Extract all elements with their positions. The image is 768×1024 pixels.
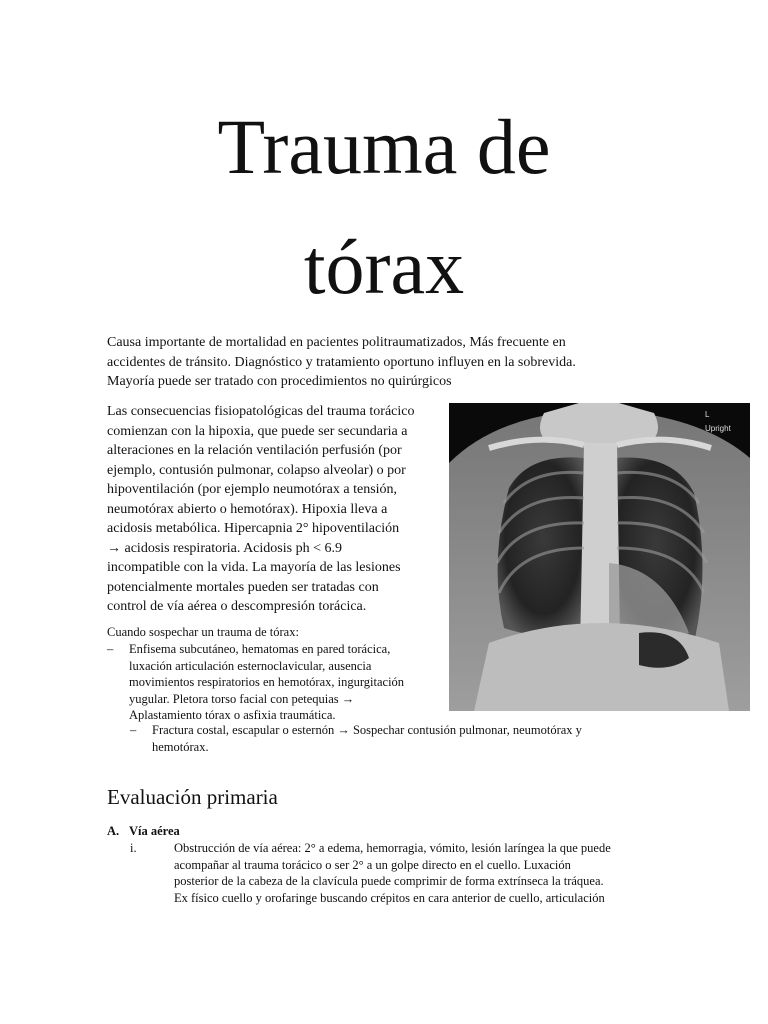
item-i-line: acompañar al trauma torácico o ser 2° a un golpe directo en el cuello. Luxación — [174, 857, 571, 872]
item-i-line: Obstrucción de vía aérea: 2° a edema, hemorragia, vómito, lesión laríngea la que puede — [174, 841, 611, 855]
list-item — [130, 722, 582, 755]
paragraph-line: Las consecuencias fisiopatológicas del trauma torácico — [107, 404, 415, 419]
intro-paragraph — [107, 333, 647, 392]
list-item-line: movimientos respiratorios en hemotórax, ingurgitación — [129, 675, 405, 690]
item-a-heading — [107, 823, 180, 840]
paragraph-line: potencialmente mortales pueden ser tratadas con — [107, 579, 379, 595]
paragraph-line: incompatible con la vida. La mayoría de las lesiones — [107, 560, 401, 575]
suspect-intro: Cuando sospechar un trauma de tórax: — [107, 625, 299, 639]
section-heading: Evaluación primaria — [107, 785, 278, 809]
list-item-line: luxación articulación esternoclavicular, ausencia — [129, 658, 372, 673]
list-item-line: Fractura costal, escapular o esternón → Sospechar contusión pulmonar, neumotórax y — [152, 723, 582, 737]
paragraph-line: hipoventilación (por ejemplo neumotórax a tensión, — [107, 482, 398, 497]
dash-marker: – — [130, 723, 137, 737]
suspect-sub-list — [130, 722, 582, 755]
item-i-marker: i. — [130, 841, 137, 855]
intro-line: accidentes de tránsito. Diagnóstico y tratamiento oportuno influyen en la sobrevida. — [107, 354, 576, 370]
list-item-line: yugular. Pletora torso facial con petequias → — [129, 691, 355, 706]
suspect-bullet-list — [107, 641, 404, 724]
dash-marker: – — [107, 642, 114, 656]
list-item — [107, 641, 404, 724]
chest-xray-image — [449, 403, 750, 711]
xray-side-label: L — [705, 410, 710, 419]
paragraph-line: ejemplo, contusión pulmonar, colapso alveolar) o por — [107, 462, 406, 478]
intro-line: Mayoría puede ser tratado con procedimientos no quirúrgicos — [107, 374, 452, 389]
paragraph-line: neumotórax abierto o hemotórax). Hipoxia lleva a — [107, 501, 388, 517]
xray-position-label: Upright — [705, 424, 731, 433]
paragraph-line: → acidosis respiratoria. Acidosis ph < 6.9 — [107, 540, 342, 556]
list-item-line: hemotórax. — [152, 739, 209, 754]
paragraph-line: alteraciones en la relación ventilación perfusión (por — [107, 443, 402, 458]
pathophysiology-paragraph — [107, 402, 437, 617]
page-title-line-2: tórax — [303, 223, 465, 310]
item-i-line: Ex físico cuello y orofaringe buscando crépitos en cara anterior de cuello, articulación — [174, 890, 605, 905]
page-title-line-1: Trauma de — [217, 103, 551, 190]
chest-xray-drawing — [449, 403, 750, 711]
list-item-line: Aplastamiento tórax o asfixia traumática. — [129, 708, 336, 723]
item-i-text — [174, 840, 611, 906]
paragraph-line: acidosis metabólica. Hipercapnia 2° hipoventilación — [107, 521, 400, 536]
item-a-marker: A. — [107, 824, 120, 838]
paragraph-line: comienzan con la hipoxia, que puede ser secundaria a — [107, 423, 408, 439]
paragraph-line: control de vía aérea o descompresión torácica. — [107, 599, 367, 614]
intro-line: Causa importante de mortalidad en pacientes politraumatizados, Más frecuente en — [107, 335, 566, 350]
item-i-line: posterior de la cabeza de la clavícula puede comprimir de forma extrínseca la tráquea. — [174, 874, 604, 889]
list-item-line: Enfisema subcutáneo, hematomas en pared torácica, — [129, 642, 391, 656]
item-a-label: Vía aérea — [129, 824, 180, 838]
